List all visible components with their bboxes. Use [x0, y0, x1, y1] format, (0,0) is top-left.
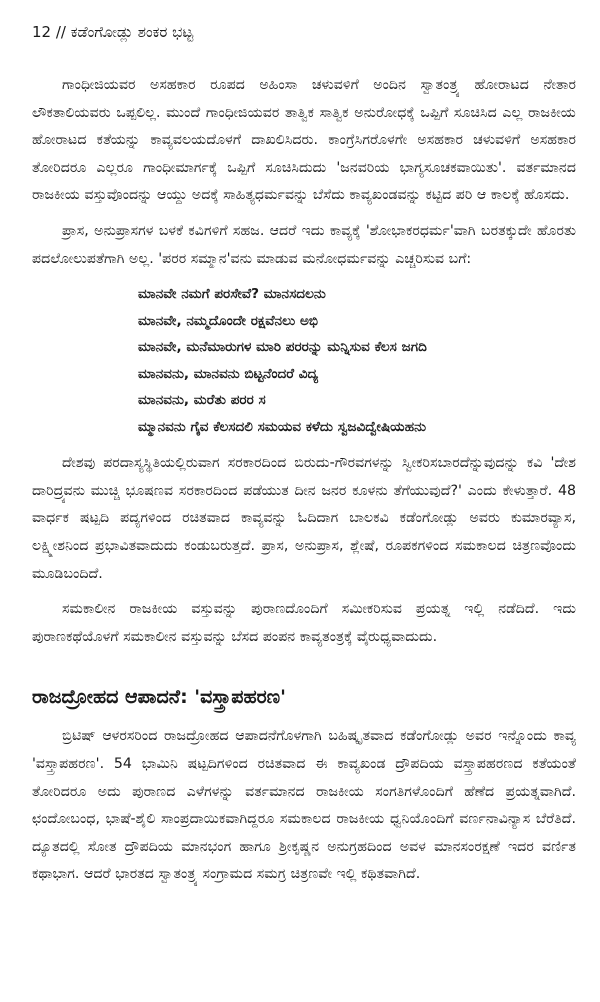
- paragraph: ಪ್ರಾಸ, ಅನುಪ್ರಾಸಗಳ ಬಳಕೆ ಕವಿಗಳಿಗೆ ಸಹಜ. ಆದರೆ ಇದು ಕಾವ್ಯಕ್ಕೆ 'ಶೋಭಾಕರಧರ್ಮ'ವಾಗಿ ಬರತಕ್ಕುದೇ ಹೊರತು ಪದಲೋಲುಪತೆಗಾಗಿ ಅಲ್ಲ. 'ಪರರ ಸಮ್ಮಾನ'ವನು ಮಾಡುವ ಮನೋಧರ್ಮವನ್ನು ಎಚ್ಚರಿಸುವ ಬಗೆ:: [32, 222, 576, 267]
- verse-line: ಮಾನವನು, ಮರೆತು ಪರರ ಸ: [138, 392, 266, 409]
- paragraph: ಗಾಂಧೀಜಿಯವರ ಅಸಹಕಾರ ರೂಪದ ಅಹಿಂಸಾ ಚಳುವಳಿಗೆ ಅಂದಿನ ಸ್ವಾತಂತ್ರ್ಯ ಹೋರಾಟದ ನೇತಾರ ಲೌಕತಾಲಿಯವರು ಒಪ್ಪಲಿಲ್ಲ. ಮುಂದೆ ಗಾಂಧೀಜಿಯವರ ತಾತ್ವಿಕ ಸಾತ್ವಿಕ ಅನುರೋಧಕ್ಕೆ ಒಪ್ಪಿಗೆ ಸೂಚಿಸಿದ ಎಲ್ಲ ರಾಜಕೀಯ ಹೋರಾಟದ ಕತೆಯನ್ನು ಕಾವ್ಯವಲಯದೊಳಗೆ ದಾಖಲಿಸಿದರು. ಕಾಂಗ್ರೆಸಿಗರೊಳಗೇ ಅಸಹಕಾರ ಚಳುವಳಿಗೆ ಅಸಹಕಾರ ತೋರಿದರೂ ಎಲ್ಲರೂ ಗಾಂಧೀಮಾರ್ಗಕ್ಕೆ ಒಪ್ಪಿಗೆ ಸೂಚಿಸಿದುದು 'ಜನವರಿಯ ಭಾಗ್ಯಸೂಚಕವಾಯಿತು'. ವರ್ತಮಾನದ ರಾಜಕೀಯ ವಸ್ತುವೊಂದನ್ನು ಆಯ್ದು ಅದಕ್ಕೆ ಸಾಹಿತ್ಯಧರ್ಮವನ್ನು ಬೆಸೆದು ಕಾವ್ಯಖಂಡವನ್ನು ಕಟ್ಟಿದ ಪರಿ ಆ ಕಾಲಕ್ಕೆ ಹೊಸದು.: [32, 77, 576, 204]
- verse-line: ಮಾನವೇ, ನಮ್ಮದೊಂದೇ ರಕ್ಷವೆನಲು ಅಭಿ: [138, 312, 319, 329]
- paragraph: ದೇಶವು ಪರದಾಸ್ಯಸ್ಥಿತಿಯಲ್ಲಿರುವಾಗ ಸರಕಾರದಿಂದ ಬಿರುದು-ಗೌರವಗಳನ್ನು ಸ್ವೀಕರಿಸಬಾರದೆನ್ನುವುದನ್ನು ಕವಿ 'ದೇಶ ದಾರಿದ್ರ್ಯವನು ಮುಚ್ಚಿ ಭೂಷಣವ ಸರಕಾರದಿಂದ ಪಡೆಯುತ ದೀನ ಜನರ ಕೂಳನು ತೆಗೆಯುವುದೆ?' ಎಂದು ಕೇಳುತ್ತಾರೆ. 48 ವಾರ್ಧಕ ಷಟ್ಪದಿ ಪದ್ಯಗಳಿಂದ ರಚಿತವಾದ ಕಾವ್ಯವನ್ನು ಓದಿದಾಗ ಬಾಲಕವಿ ಕಡೆಂಗೋಡ್ಲು ಅವರು ಕುಮಾರವ್ಯಾಸ, ಲಕ್ಷ್ಮೀಶನಿಂದ ಪ್ರಭಾವಿತವಾದುದು ಕಂಡುಬರುತ್ತದೆ. ಪ್ರಾಸ, ಅನುಪ್ರಾಸ, ಶ್ಲೇಷೆ, ರೂಪಕಗಳಿಂದ ಸಮಕಾಲದ ಚಿತ್ರಣವೊಂದು ಮೂಡಿಬಂದಿದೆ.: [32, 455, 576, 582]
- verse-line: ಮಾನವನು, ಮಾನವನು ಬಿಟ್ಟನೆಂದರೆ ವಿದ್ಯ: [138, 365, 319, 382]
- page-number: 12: [32, 23, 52, 41]
- running-header: [32, 22, 576, 42]
- running-title: // ಕಡೆಂಗೋಡ್ಲು ಶಂಕರ ಭಟ್ಟ: [55, 23, 194, 41]
- verse-quotation: [138, 281, 576, 440]
- verse-line: ಮ್ಮಾನವನು ಗೈವ ಕೆಲಸದಲಿ ಸಮಯವ ಕಳೆದು ಸ್ವಜವಿದ್ವೇಷಿಯಹನು: [138, 418, 427, 435]
- section-heading: ರಾಜದ್ರೋಹದ ಆಪಾದನೆ: 'ವಸ್ತ್ರಾಪಹರಣ': [32, 686, 286, 709]
- paragraph: ಬ್ರಿಟಿಷ್ ಆಳರಸರಿಂದ ರಾಜದ್ರೋಹದ ಆಪಾದನೆಗೊಳಗಾಗಿ ಬಹಿಷ್ಕೃತವಾದ ಕಡೆಂಗೋಡ್ಲು ಅವರ ಇನ್ನೊಂದು ಕಾವ್ಯ 'ವಸ್ತ್ರಾಪಹರಣ'. 54 ಭಾಮಿನಿ ಷಟ್ಪದಿಗಳಿಂದ ರಚಿತವಾದ ಈ ಕಾವ್ಯಖಂಡ ದ್ರೌಪದಿಯ ವಸ್ತ್ರಾಪಹರಣದ ಕತೆಯಂತೆ ತೋರಿದರೂ ಅದು ಪುರಾಣದ ಎಳೆಗಳನ್ನು ವರ್ತಮಾನದ ರಾಜಕೀಯ ಸಂಗತಿಗಳೊಂದಿಗೆ ಹೆಣೆದ ಪ್ರಯತ್ನವಾಗಿದೆ. ಛಂದೋಬಂಧ, ಭಾಷೆ-ಶೈಲಿ ಸಾಂಪ್ರದಾಯಿಕವಾಗಿದ್ದರೂ ಸಮಕಾಲದ ರಾಜಕೀಯ ಧ್ವನಿಯೊಂದಿಗೆ ವರ್ಣನಾವಿನ್ಯಾಸ ಬೆರೆತಿದೆ. ದ್ಯೂತದಲ್ಲಿ ಸೋತ ದ್ರೌಪದಿಯ ಮಾನಭಂಗ ಹಾಗೂ ಶ್ರೀಕೃಷ್ಣನ ಅನುಗ್ರಹದಿಂದ ಅವಳ ಮಾನಸಂರಕ್ಷಣೆ ಇದರ ವರ್ಣಿತ ಕಥಾಭಾಗ. ಆದರೆ ಭಾರತದ ಸ್ವಾತಂತ್ರ್ಯ ಸಂಗ್ರಾಮದ ಸಮಗ್ರ ಚಿತ್ರಣವೇ ಇಲ್ಲಿ ಕಥಿತವಾಗಿದೆ.: [32, 728, 576, 883]
- verse-line: ಮಾನವೇ ನಮಗೆ ಪರಸೇವೆ? ಮಾನಸದಲನು: [138, 286, 326, 303]
- verse-line: ಮಾನವೇ, ಮನೆಮಾರುಗಳ ಮಾರಿ ಪರರನ್ನು ಮನ್ನಿಸುವ ಕೆಲಸ ಜಗದಿ: [138, 339, 427, 356]
- paragraph: ಸಮಕಾಲೀನ ರಾಜಕೀಯ ವಸ್ತುವನ್ನು ಪುರಾಣದೊಂದಿಗೆ ಸಮೀಕರಿಸುವ ಪ್ರಯತ್ನ ಇಲ್ಲಿ ನಡೆದಿದೆ. ಇದು ಪುರಾಣಕಥೆಯೊಳಗೆ ಸಮಕಾಲೀನ ವಸ್ತುವನ್ನು ಬೆಸದ ಪಂಪನ ಕಾವ್ಯತಂತ್ರಕ್ಕೆ ವೈರುಧ್ಯವಾದುದು.: [32, 601, 576, 645]
